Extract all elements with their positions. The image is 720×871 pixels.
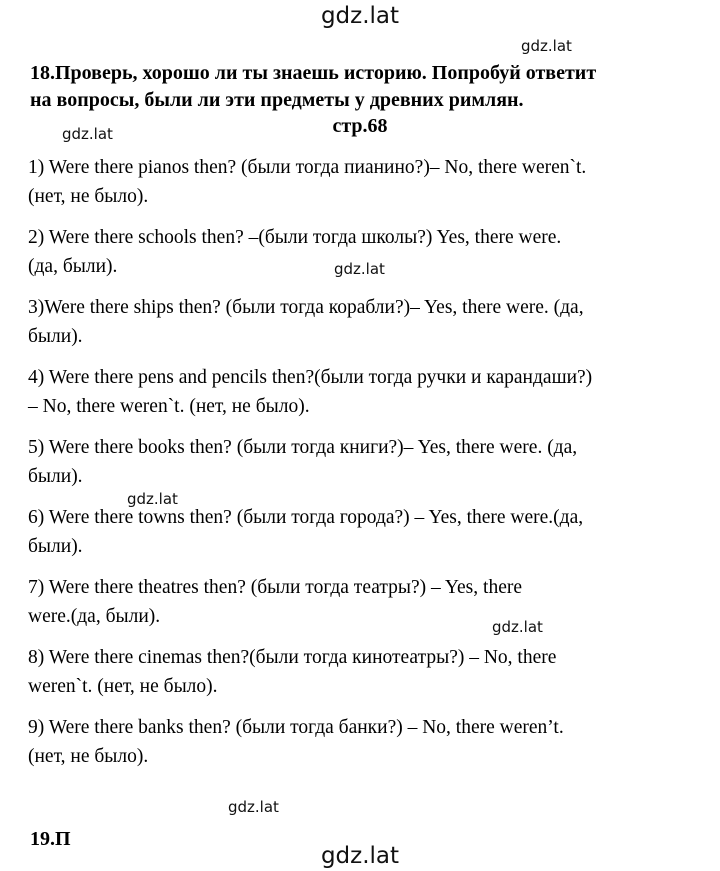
answer-line: 1) Were there pianos then? (были тогда пианино?)– No, there weren`t.	[28, 157, 587, 178]
answer-line: (да, были).	[28, 256, 118, 277]
next-exercise-heading-cut	[30, 828, 150, 850]
watermark: gdz.lat	[228, 798, 279, 816]
answer-line: 6) Were there towns then? (были тогда города?) – Yes, there were.(да,	[28, 507, 584, 528]
exercise-heading	[30, 60, 690, 114]
answer-line: были).	[28, 326, 83, 347]
answer-item	[28, 573, 688, 631]
watermark-top: gdz.lat	[320, 3, 400, 29]
watermark: gdz.lat	[62, 125, 113, 143]
answer-line: weren`t. (нет, не было).	[28, 676, 218, 697]
exercise-heading-line: 18.Проверь, хорошо ли ты знаешь историю. Попробуй ответит	[30, 62, 597, 84]
answer-line: были).	[28, 466, 83, 487]
watermark: gdz.lat	[334, 260, 385, 278]
answer-item	[28, 223, 688, 281]
watermark: gdz.lat	[127, 490, 178, 508]
answer-item	[28, 363, 688, 421]
watermark-bottom: gdz.lat	[320, 843, 400, 869]
answer-line: 5) Were there books then? (были тогда книги?)– Yes, there were. (да,	[28, 437, 578, 458]
answer-line: 8) Were there cinemas then?(были тогда кинотеатры?) – No, there	[28, 647, 557, 668]
next-exercise-heading-text: 19.П	[30, 828, 71, 850]
answer-list	[28, 153, 688, 783]
answer-line: 4) Were there pens and pencils then?(были тогда ручки и карандаши?)	[28, 367, 593, 388]
answer-item	[28, 433, 688, 491]
exercise-heading-line: на вопросы, были ли эти предметы у древних римлян.	[30, 89, 524, 111]
answer-item	[28, 293, 688, 351]
answer-line: – No, there weren`t. (нет, не было).	[28, 396, 310, 417]
watermark: gdz.lat	[521, 37, 572, 55]
answer-line: 2) Were there schools then? –(были тогда школы?) Yes, there were.	[28, 227, 562, 248]
answer-item	[28, 153, 688, 211]
answer-line: (нет, не было).	[28, 186, 149, 207]
answer-line: were.(да, были).	[28, 606, 161, 627]
page-reference: стр.68	[332, 115, 388, 137]
answer-line: (нет, не было).	[28, 746, 149, 767]
answer-item	[28, 503, 688, 561]
answer-item	[28, 643, 688, 701]
answer-line: 7) Were there theatres then? (были тогда театры?) – Yes, there	[28, 577, 522, 598]
watermark: gdz.lat	[492, 618, 543, 636]
answer-line: 3)Were there ships then? (были тогда корабли?)– Yes, there were. (да,	[28, 297, 584, 318]
answer-line: были).	[28, 536, 83, 557]
answer-item	[28, 713, 688, 771]
answer-line: 9) Were there banks then? (были тогда банки?) – No, there weren’t.	[28, 717, 564, 738]
